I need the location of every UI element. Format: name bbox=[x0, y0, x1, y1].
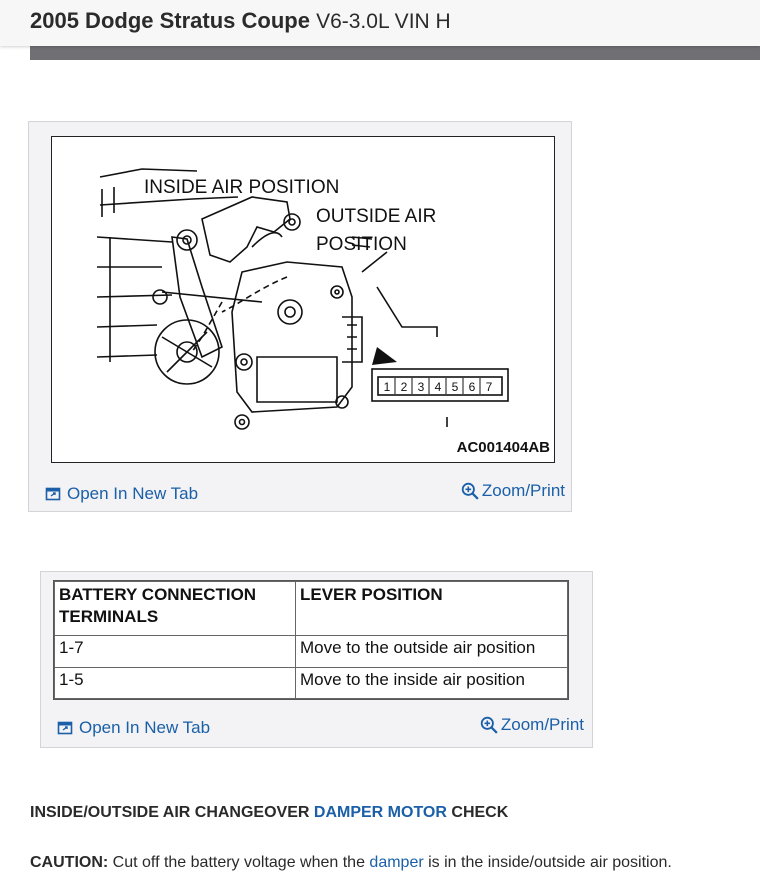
pin-6-label: 6 bbox=[468, 380, 476, 394]
label-outside-air: OUTSIDE AIR bbox=[316, 206, 437, 227]
label-inside-air: INSIDE AIR POSITION bbox=[144, 177, 340, 198]
damper-motor-link[interactable]: DAMPER MOTOR bbox=[313, 804, 447, 821]
part-code: AC001404AB bbox=[456, 439, 550, 456]
page-header bbox=[0, 0, 760, 46]
damper-link[interactable]: damper bbox=[369, 854, 424, 871]
zoom-print-link[interactable] bbox=[480, 715, 584, 735]
zoom-print-label: Zoom/Print bbox=[481, 481, 565, 500]
caution-text: CAUTION: Cut off the battery voltage when the damper is in the inside/outside air position. bbox=[30, 854, 672, 871]
open-new-tab-icon bbox=[45, 486, 61, 502]
open-in-new-tab-label: Open In New Tab bbox=[67, 484, 199, 503]
engine-spec: V6-3.0L VIN H bbox=[316, 10, 451, 33]
table-header-row bbox=[55, 582, 568, 636]
terminal-table bbox=[53, 580, 569, 700]
header-lever-position: LEVER POSITION bbox=[296, 582, 568, 636]
header-battery-terminals: BATTERY CONNECTION TERMINALS bbox=[55, 582, 296, 636]
label-position: POSITION bbox=[316, 234, 407, 255]
caution-label: CAUTION: bbox=[30, 854, 109, 871]
pin-2-label: 2 bbox=[400, 380, 408, 394]
page-title bbox=[30, 8, 451, 34]
vehicle-name: 2005 Dodge Stratus Coupe bbox=[30, 8, 310, 33]
pin-3-label: 3 bbox=[417, 380, 425, 394]
zoom-print-label: Zoom/Print bbox=[500, 715, 584, 734]
pin-7-label: 7 bbox=[485, 380, 493, 394]
open-in-new-tab-link[interactable] bbox=[57, 718, 210, 738]
cell-terminals: 1-5 bbox=[55, 667, 296, 699]
zoom-icon bbox=[480, 716, 498, 734]
table-card bbox=[40, 571, 593, 748]
cell-lever-position: Move to the inside air position bbox=[296, 667, 568, 699]
cell-lever-position: Move to the outside air position bbox=[296, 636, 568, 668]
open-in-new-tab-link[interactable] bbox=[45, 484, 198, 504]
open-new-tab-icon bbox=[57, 720, 73, 736]
open-in-new-tab-label: Open In New Tab bbox=[79, 718, 211, 737]
zoom-print-link[interactable] bbox=[461, 481, 565, 501]
pin-4-label: 4 bbox=[434, 380, 442, 394]
table-row bbox=[55, 667, 568, 699]
check-heading: INSIDE/OUTSIDE AIR CHANGEOVER DAMPER MOTOR CHECK bbox=[30, 804, 509, 821]
diagram-card bbox=[28, 121, 572, 512]
table-row bbox=[55, 636, 568, 668]
pin-1-label: 1 bbox=[383, 380, 391, 394]
cell-terminals: 1-7 bbox=[55, 636, 296, 668]
damper-motor-diagram bbox=[51, 136, 555, 463]
zoom-icon bbox=[461, 482, 479, 500]
pin-5-label: 5 bbox=[451, 380, 459, 394]
